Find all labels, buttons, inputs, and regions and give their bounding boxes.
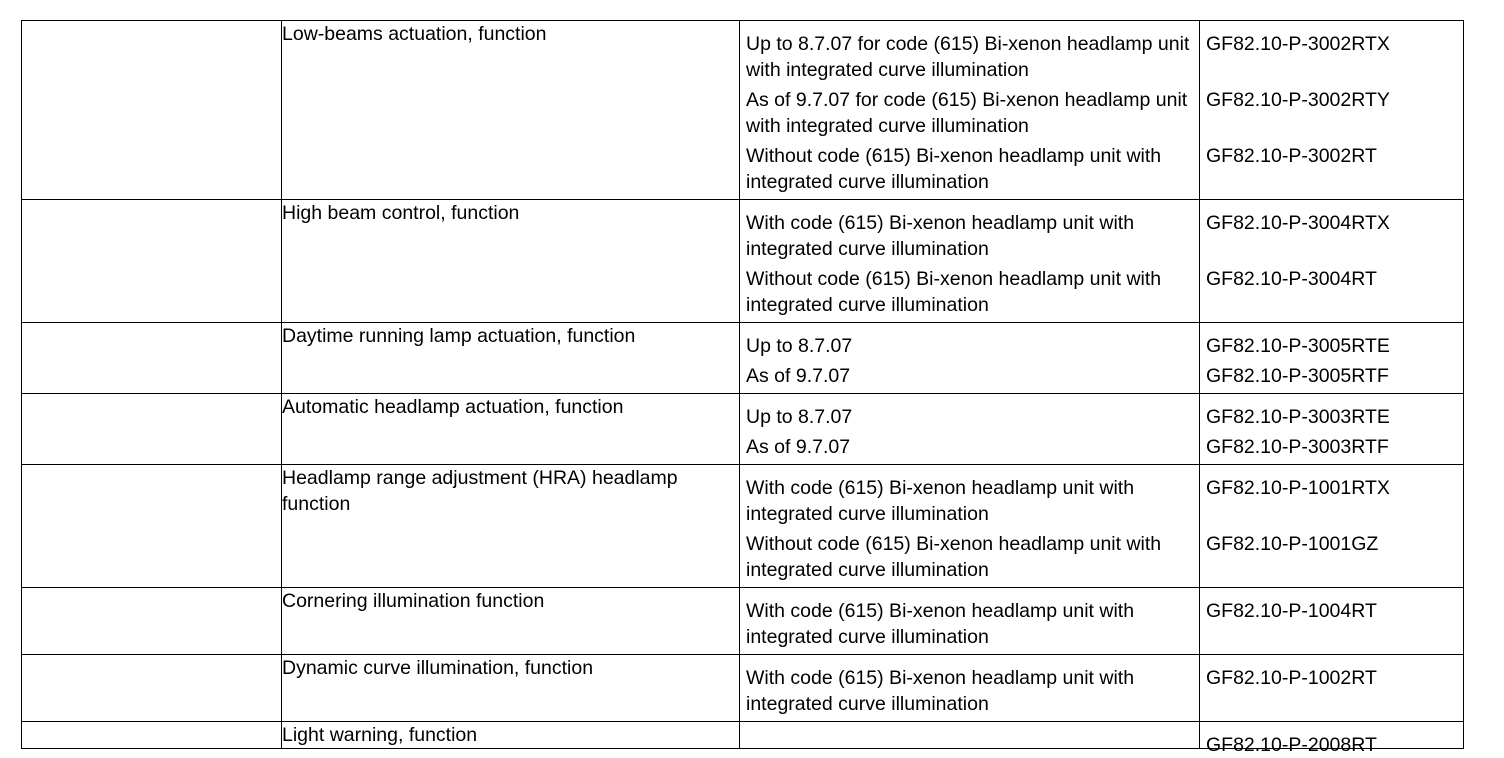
document-code-link[interactable]: GF82.10-P-3002RT — [1206, 145, 1377, 167]
function-cell: Automatic headlamp actuation, function — [282, 394, 740, 465]
condition-cell — [740, 655, 1200, 722]
function-cell: Daytime running lamp actuation, function — [282, 323, 740, 394]
code-cell — [1200, 655, 1464, 722]
code-cell — [1200, 588, 1464, 655]
code-cell — [1200, 465, 1464, 588]
blank-cell — [22, 394, 282, 465]
document-code-link[interactable]: GF82.10-P-1004RT — [1206, 600, 1377, 622]
table-row — [22, 394, 1464, 465]
condition-cell — [740, 588, 1200, 655]
blank-cell — [22, 588, 282, 655]
condition-cell — [740, 21, 1200, 200]
blank-cell — [22, 722, 282, 749]
condition-text: With code (615) Bi-xenon headlamp unit with integrated curve illumination — [746, 667, 1135, 715]
code-cell — [1200, 394, 1464, 465]
condition-cell — [740, 465, 1200, 588]
condition-cell — [740, 323, 1200, 394]
table-row — [22, 323, 1464, 394]
function-cell: Dynamic curve illumination, function — [282, 655, 740, 722]
function-cell: High beam control, function — [282, 200, 740, 323]
condition-text: Without code (615) Bi-xenon headlamp unit with integrated curve illumination — [746, 268, 1162, 316]
condition-text: Up to 8.7.07 for code (615) Bi-xenon headlamp unit with integrated curve illumination — [746, 33, 1190, 81]
code-cell — [1200, 21, 1464, 200]
document-code-link[interactable]: GF82.10-P-1002RT — [1206, 667, 1377, 689]
document-code-link[interactable]: GF82.10-P-3004RT — [1206, 268, 1377, 290]
document-code-link[interactable]: GF82.10-P-3004RTX — [1206, 212, 1390, 234]
condition-text: With code (615) Bi-xenon headlamp unit with integrated curve illumination — [746, 600, 1135, 648]
document-code-link[interactable]: GF82.10-P-2008RT — [1206, 734, 1377, 756]
document-code-link[interactable]: GF82.10-P-3003RTF — [1206, 436, 1389, 458]
document-code-link[interactable]: GF82.10-P-3002RTX — [1206, 33, 1390, 55]
document-code-link[interactable]: GF82.10-P-3005RTE — [1206, 335, 1390, 357]
function-cell: Low-beams actuation, function — [282, 21, 740, 200]
condition-text: Without code (615) Bi-xenon headlamp unit with integrated curve illumination — [746, 533, 1162, 581]
table-row — [22, 21, 1464, 200]
function-reference-table — [21, 20, 1464, 756]
document-code-link[interactable]: GF82.10-P-1001RTX — [1206, 477, 1390, 499]
table-row — [22, 200, 1464, 323]
condition-text: With code (615) Bi-xenon headlamp unit with integrated curve illumination — [746, 477, 1135, 525]
condition-text: As of 9.7.07 — [746, 365, 851, 387]
blank-cell — [22, 21, 282, 200]
condition-text: Up to 8.7.07 — [746, 406, 853, 428]
blank-cell — [22, 655, 282, 722]
condition-text: Up to 8.7.07 — [746, 335, 853, 357]
document-code-link[interactable]: GF82.10-P-3005RTF — [1206, 365, 1389, 387]
table-body — [22, 21, 1464, 756]
blank-cell — [22, 323, 282, 394]
condition-cell — [740, 200, 1200, 323]
blank-cell — [22, 200, 282, 323]
code-cell — [1200, 323, 1464, 394]
blank-cell — [22, 465, 282, 588]
code-cell — [1200, 200, 1464, 323]
condition-text: As of 9.7.07 for code (615) Bi-xenon headlamp unit with integrated curve illumination — [746, 89, 1188, 137]
condition-text: With code (615) Bi-xenon headlamp unit with integrated curve illumination — [746, 212, 1135, 260]
condition-text — [740, 722, 1199, 736]
function-cell: Light warning, function — [282, 722, 740, 749]
document-code-link[interactable]: GF82.10-P-1001GZ — [1206, 533, 1379, 555]
condition-text: Without code (615) Bi-xenon headlamp unit with integrated curve illumination — [746, 145, 1162, 193]
table-row — [22, 588, 1464, 655]
table-row — [22, 655, 1464, 722]
condition-cell — [740, 394, 1200, 465]
condition-text: As of 9.7.07 — [746, 436, 851, 458]
document-code-link[interactable]: GF82.10-P-3002RTY — [1206, 89, 1390, 111]
document-code-link[interactable]: GF82.10-P-3003RTE — [1206, 406, 1390, 428]
function-cell: Cornering illumination function — [282, 588, 740, 655]
table-row — [22, 465, 1464, 588]
code-cell — [1200, 722, 1464, 756]
condition-cell — [740, 722, 1200, 749]
table-row — [22, 722, 1464, 749]
function-cell: Headlamp range adjustment (HRA) headlamp function — [282, 465, 740, 588]
